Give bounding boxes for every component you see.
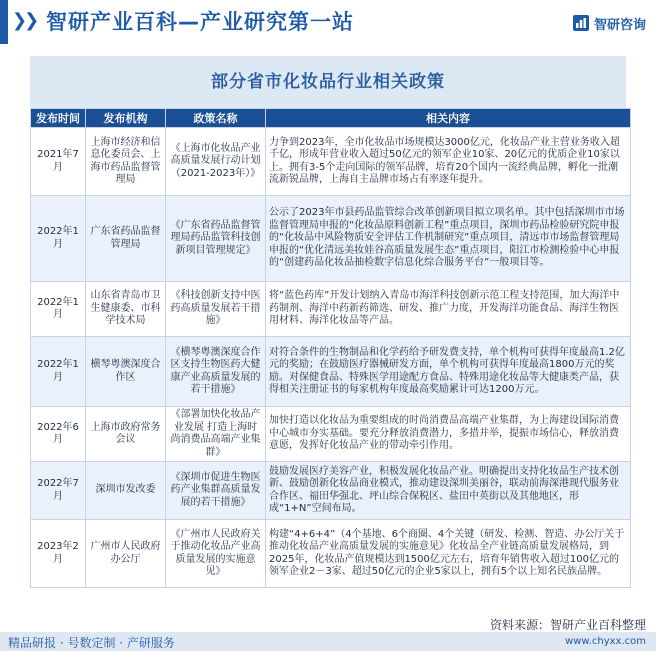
table-row [31, 337, 631, 407]
cell-policy-name: 《部署加快化妆品产业发展 打造上海时尚消费品高端产业集群》 [166, 407, 266, 462]
cell-content: 将“蓝色药库”开发计划纳入青岛市海洋科技创新示范工程支持范围，加大海洋中药制剂、海洋中药新药筛选、研发、推广力度，开发海洋功能食品、海洋生物医用材料、海洋化妆品等产品。 [266, 282, 631, 337]
cell-content: 对符合条件的生物制品和化学药给予研发费支持，单个机构可获得年度最高1.2亿元的奖励；在鼓励医疗器械研发方面，单个机构可获得年度最高1800万元的奖励。对保健食品、特殊医学用途配方食品、特殊用途化妆品等大健康类产品，获得相关注册证书的每家机构年度最高奖励累计可达1200万元。 [266, 337, 631, 407]
table-row [31, 128, 631, 196]
cell-org: 广州市人民政府办公厅 [86, 520, 166, 588]
header-content: 相关内容 [266, 109, 631, 128]
cell-org: 上海市政府常务会议 [86, 407, 166, 462]
cell-content: 加快打造以化妆品为重要组成的时尚消费品高端产业集群，为上海建设国际消费中心城市夯实基础。要充分释放消费潜力，多措并举，提振市场信心，释放消费意愿，发挥好化妆品产业的带动牵引作用。 [266, 407, 631, 462]
header-bar [0, 0, 656, 44]
cell-org: 横琴粤澳深度合作区 [86, 337, 166, 407]
cell-policy-name: 《深圳市促进生物医药产业集群高质量发展的若干措施》 [166, 462, 266, 520]
cell-org: 山东省青岛市卫生健康委、市科学技术局 [86, 282, 166, 337]
footer [0, 616, 656, 651]
table-header-row [31, 109, 631, 128]
cell-content: 公示了2023年市县药品监管综合改革创新项目拟立项名单。其中包括深圳市市场监督管理局申报的“化妆品原料创新工程”重点项目，深圳市药品检验研究院申报的“化妆品中风险物质安全评估工作机制研究”重点项目，清远市市场监督管理局申报的“优化清远美妆娃谷高质量发展生态”重点项目，阳江市检测检验中心申报的“创建药品化妆品抽检数字信息化综合服务平台”一般项目等。 [266, 196, 631, 282]
header-date: 发布时间 [31, 109, 86, 128]
cell-date: 2022年6月 [31, 407, 86, 462]
double-chevron-icon: ❯❯ [12, 10, 37, 31]
cell-policy-name: 《广州市人民政府关于推动化妆品产业高质量发展的实施意见》 [166, 520, 266, 588]
cell-content: 力争到2023年，全市化妆品市场规模达3000亿元，化妆品产业主营业务收入超千亿，形成年营业收入超过50亿元的领军企业10家、20亿元的优质企业10家以上。拥有3-5个走向国际的领军品牌，培育20个国内一流经典品牌，孵化一批潮流新锐品牌，上海自主品牌市场占有率逐年提升。 [266, 128, 631, 196]
cell-policy-name: 《广东省药品监督管理局药品监管科技创新项目管理规定》 [166, 196, 266, 282]
policy-table [30, 108, 631, 588]
cell-content: 构建“4+6+4”（4个基地、6个商圈、4个关键（研发、检测、智造、办公厅关于推动化妆品产业高质量发展的实施意见》化妆品全产业链高质量发展格局，到2025年，化妆品产值规模达到1500亿元左右，培育年销售收入超过100亿元的领军企业2－3家、超过50亿元的企业5家以上，拥有5个以上知名民族品牌。 [266, 520, 631, 588]
site-url[interactable]: www.chyxx.com [565, 636, 646, 647]
cell-date: 2022年1月 [31, 196, 86, 282]
table-row [31, 282, 631, 337]
header-accent [0, 0, 8, 44]
title-panel [30, 56, 626, 108]
cell-date: 2022年1月 [31, 337, 86, 407]
cell-policy-name: 《科技创新支持中医药高质量发展若干措施》 [166, 282, 266, 337]
cell-org: 深圳市发改委 [86, 462, 166, 520]
cell-date: 2022年7月 [31, 462, 86, 520]
brand[interactable] [572, 12, 646, 34]
brand-name: 智研咨询 [593, 17, 646, 33]
cell-content: 鼓励发展医疗美容产业，积极发展化妆品产业。明确提出支持化妆品生产技术创新、鼓励创新化妆品商业模式，推动建设深圳美丽谷，联动前海深港现代服务业合作区、福田华强北、坪山综合保税区、盐田中英街以及其他地区，形成“1+N”空间布局。 [266, 462, 631, 520]
table-row [31, 196, 631, 282]
cell-date: 2022年1月 [31, 282, 86, 337]
cell-date: 2023年2月 [31, 520, 86, 588]
header-name: 政策名称 [166, 109, 266, 128]
cell-policy-name: 《横琴粤澳深度合作区支持生物医药大健康产业高质量发展的若干措施》 [166, 337, 266, 407]
cell-org: 广东省药品监督管理局 [86, 196, 166, 282]
services-tagline: 精品研报 · 号数定制 · 产研服务 [8, 636, 175, 650]
header-org: 发布机构 [86, 109, 166, 128]
cell-policy-name: 《上海市化妆品产业高质量发展行动计划（2021-2023年）》 [166, 128, 266, 196]
cell-org: 上海市经济和信息化委员会、上海市药品监督管理局 [86, 128, 166, 196]
table-row [31, 407, 631, 462]
zhiyan-logo-icon [572, 14, 590, 32]
source-note: 资料来源：智研产业百科整理 [489, 618, 646, 632]
table-row [31, 462, 631, 520]
site-title: 智研产业百科—产业研究第一站 [46, 10, 354, 34]
table-row [31, 520, 631, 588]
document-title: 部分省市化妆品行业相关政策 [211, 72, 445, 92]
cell-date: 2021年7月 [31, 128, 86, 196]
